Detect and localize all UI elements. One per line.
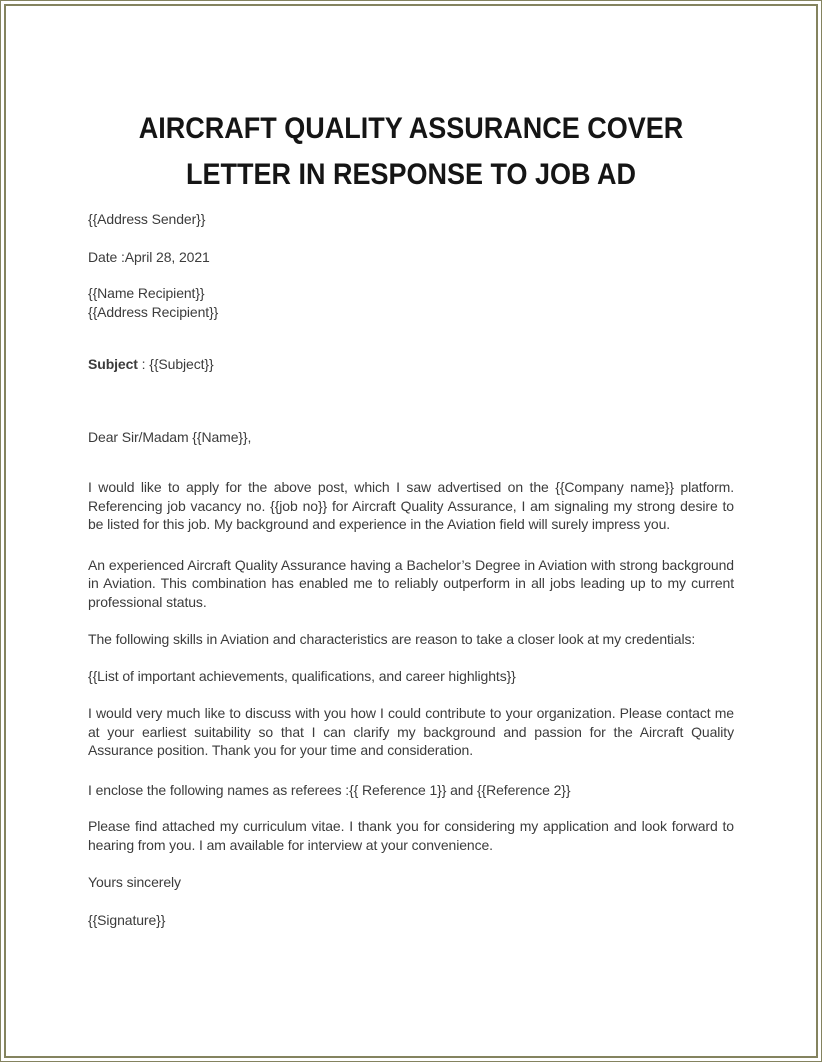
document-title-line-2: LETTER IN RESPONSE TO JOB AD — [185, 158, 637, 191]
recipient-name-placeholder: {{Name Recipient}} — [88, 285, 205, 301]
paragraph-experience: An experienced Aircraft Quality Assurance having a Bachelor’s Degree in Aviation with strong background in Aviation. This combination has enabled me to reliably outperform in all jobs leading up to my current professional status. — [88, 556, 734, 610]
page-border-frame — [4, 4, 818, 1058]
paragraph-skills-intro: The following skills in Aviation and characteristics are reason to take a closer look at my credentials: — [88, 631, 696, 647]
document-title-line-1: AIRCRAFT QUALITY ASSURANCE COVER — [138, 112, 684, 145]
paragraph-achievements-placeholder: {{List of important achievements, qualifications, and career highlights}} — [88, 667, 516, 684]
recipient-block — [88, 284, 734, 321]
closing: Yours sincerely — [88, 874, 181, 890]
salutation: Dear Sir/Madam {{Name}}, — [88, 428, 252, 445]
subject-label: Subject — [88, 356, 138, 372]
paragraph-apply: I would like to apply for the above post, which I saw advertised on the {{Company name}} platform. Referencing job vacancy no. {{job no}} for Aircraft Quality Assurance, I am signaling my strong desire to be listed for this job. My background and experience in the Aviation field will surely impress you. — [88, 479, 734, 532]
paragraph-referees: I enclose the following names as referees :{{ Reference 1}} and {{Reference 2}} — [88, 781, 571, 798]
signature-placeholder: {{Signature}} — [88, 911, 166, 928]
document-title — [88, 106, 734, 198]
paragraph-cv-attached: Please find attached my curriculum vitae. I thank you for considering my application and look forward to hearing from you. I am available for interview at your convenience. — [88, 818, 734, 853]
subject-line — [88, 355, 734, 374]
recipient-address-placeholder: {{Address Recipient}} — [88, 303, 219, 320]
date-line: Date :April 28, 2021 — [88, 248, 210, 265]
sender-address-placeholder: {{Address Sender}} — [88, 211, 206, 227]
paragraph-discuss: I would very much like to discuss with you how I could contribute to your organization. Please contact me at your earliest suitability so that I can clarify my background and passion for the Aircraft Quality Assurance position. Thank you for your time and consideration. — [88, 705, 734, 758]
subject-value-placeholder: : {{Subject}} — [137, 356, 214, 372]
